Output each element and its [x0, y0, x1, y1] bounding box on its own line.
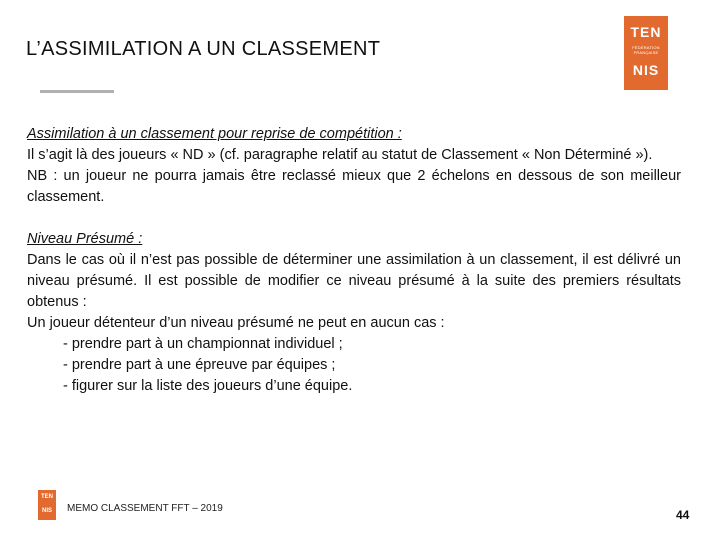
body-content [27, 124, 681, 397]
footer-logo-text-top: TEN [41, 494, 53, 500]
fft-tennis-logo [624, 16, 668, 90]
paragraph: Il s’agit là des joueurs « ND » (cf. paragraphe relatif au statut de Classement « Non Déterminé »). [27, 147, 653, 163]
page-number: 44 [676, 508, 690, 522]
list-item: - prendre part à un championnat individuel ; [63, 336, 343, 352]
list-item: - prendre part à une épreuve par équipes ; [63, 357, 336, 373]
logo-text-federation: FÉDÉRATION FRANÇAISE [632, 45, 660, 55]
title-divider [40, 90, 114, 93]
footer-logo-text-bottom: NIS [41, 508, 52, 514]
section-niveau-presume [27, 229, 681, 397]
footer-text: MEMO CLASSEMENT FFT – 2019 [67, 503, 223, 514]
logo-text-top: TEN [630, 24, 662, 40]
list-item: - figurer sur la liste des joueurs d’une équipe. [63, 378, 353, 394]
section-heading: Assimilation à un classement pour reprise de compétition : [27, 126, 402, 142]
paragraph: Un joueur détenteur d’un niveau présumé ne peut en aucun cas : [27, 315, 445, 331]
paragraph: NB : un joueur ne pourra jamais être reclassé mieux que 2 échelons en dessous de son meilleur classement. [27, 168, 681, 205]
section-assimilation [27, 124, 681, 208]
footer-logo [38, 490, 56, 520]
restriction-list [27, 334, 681, 397]
paragraph: Dans le cas où il n’est pas possible de déterminer une assimilation à un classement, il est délivré un niveau présumé. Il est possible de modifier ce niveau présumé à la suite des premiers résultats obtenus : [27, 252, 681, 310]
page-title: L’ASSIMILATION A UN CLASSEMENT [26, 38, 381, 60]
logo-text-bottom: NIS [632, 62, 660, 78]
section-heading: Niveau Présumé : [27, 231, 143, 247]
